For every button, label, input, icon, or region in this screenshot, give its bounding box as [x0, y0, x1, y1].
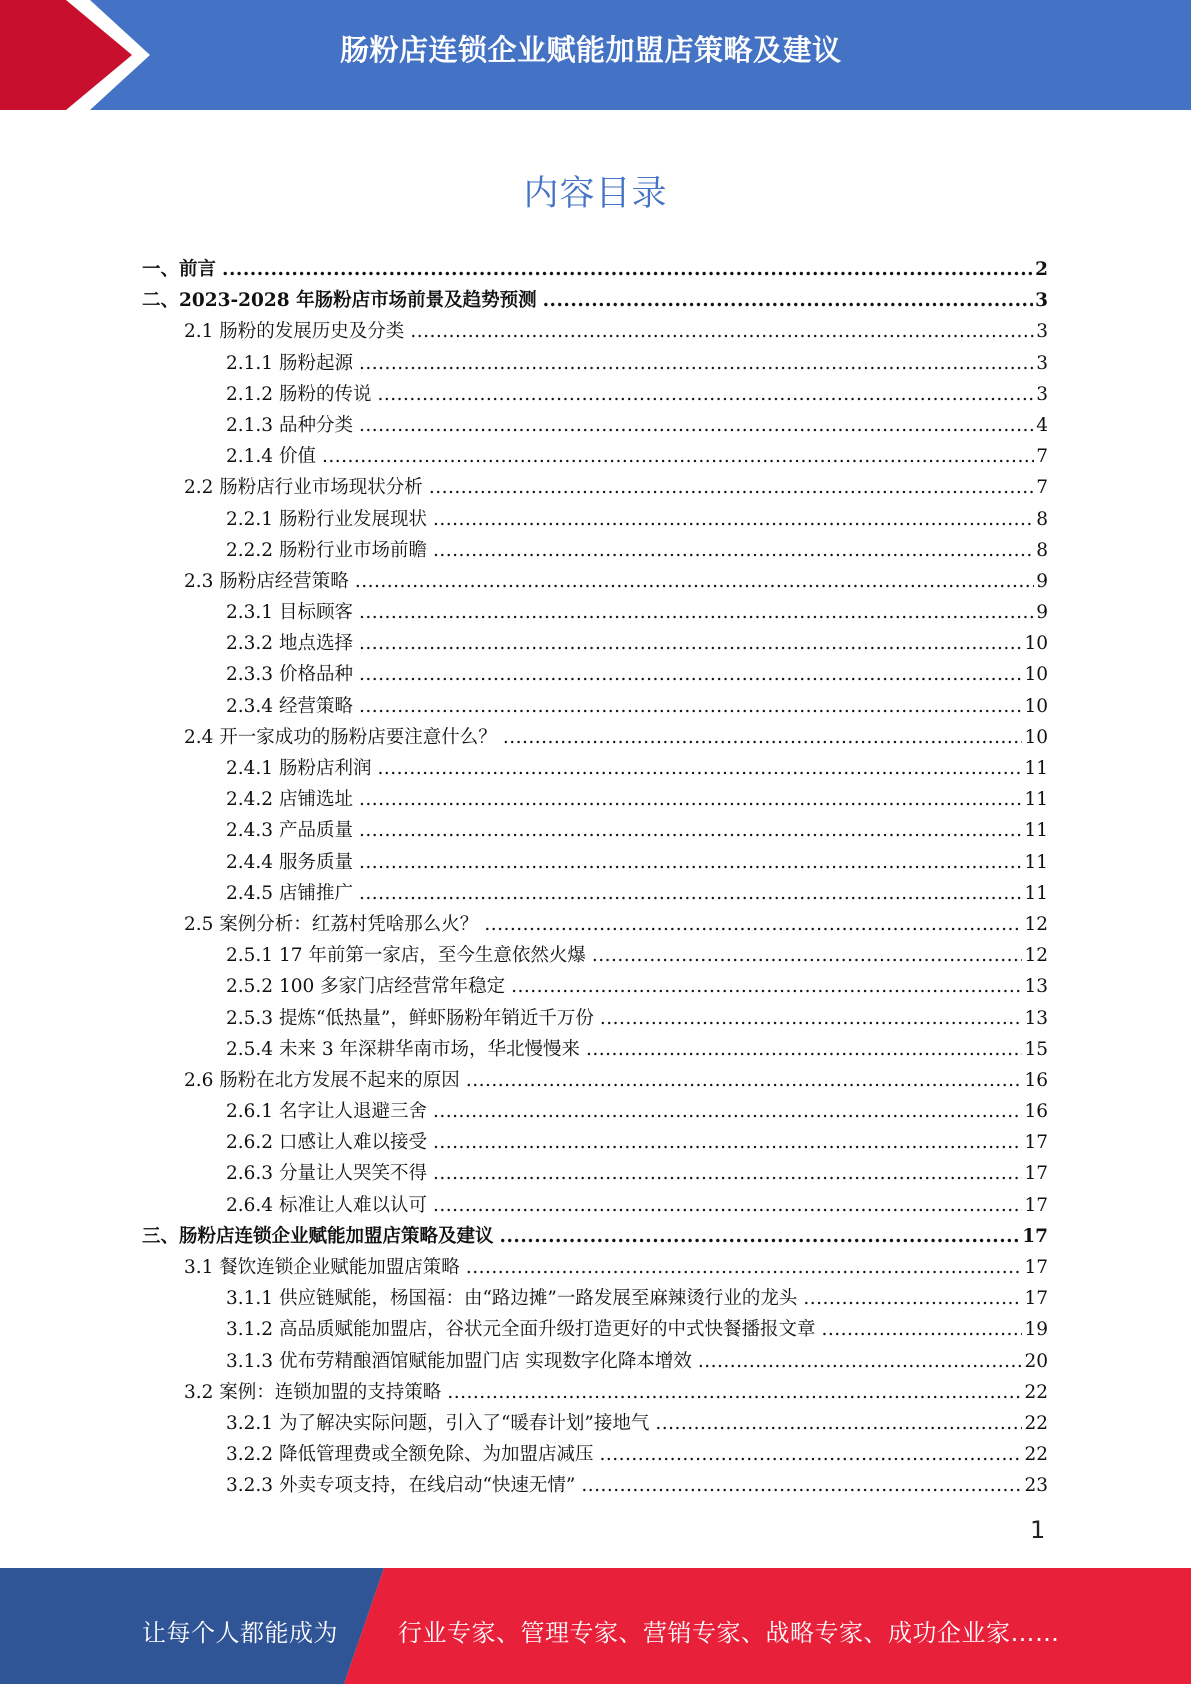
toc-entry[interactable] — [142, 1158, 1048, 1189]
toc-entry[interactable] — [142, 909, 1048, 940]
toc-entry[interactable] — [142, 1096, 1048, 1127]
toc-entry-label: 3.1 餐饮连锁企业赋能加盟店策略 — [184, 1257, 460, 1278]
toc-entry-label: 3.2.1 为了解决实际问题，引入了“暖春计划”接地气 — [226, 1412, 650, 1434]
toc-entry-page: 22 — [1024, 1444, 1048, 1466]
toc-entry-page: 11 — [1024, 820, 1048, 842]
toc-entry[interactable] — [142, 1252, 1048, 1283]
toc-entry[interactable] — [142, 472, 1048, 503]
toc-entry[interactable] — [142, 441, 1048, 472]
toc-dot-leader — [222, 254, 1033, 285]
toc-entry-label: 2.5 案例分析：红荔村凭啥那么火？ — [184, 913, 479, 935]
toc-dot-leader — [500, 1221, 1021, 1252]
header-title: 肠粉店连锁企业赋能加盟店策略及建议 — [340, 33, 842, 67]
toc-dot-leader — [433, 535, 1034, 566]
toc-entry-page: 2 — [1035, 259, 1048, 280]
toc-dot-leader — [355, 566, 1034, 597]
toc-dot-leader — [410, 316, 1034, 347]
toc-entry[interactable] — [142, 597, 1048, 628]
toc-entry-page: 7 — [1036, 477, 1048, 499]
toc-entry-page: 11 — [1024, 882, 1048, 904]
toc-entry-page: 10 — [1024, 726, 1048, 748]
toc-entry-label: 3.1.3 优布劳精酿酒馆赋能加盟门店 实现数字化降本增效 — [226, 1350, 692, 1372]
toc-entry-page: 4 — [1036, 414, 1048, 436]
toc-entry-page: 3 — [1036, 352, 1048, 374]
toc-entry-page: 9 — [1036, 570, 1048, 592]
toc-entry-label: 2.3 肠粉店经营策略 — [184, 570, 349, 592]
toc-dot-leader — [599, 1439, 1022, 1470]
toc-entry[interactable] — [142, 410, 1048, 441]
toc-entry-label: 2.4.1 肠粉店利润 — [226, 758, 372, 779]
toc-entry[interactable] — [142, 1127, 1048, 1158]
toc-entry-label: 3.1.1 供应链赋能，杨国福：由“路边摊”一路发展至麻辣烫行业的龙头 — [226, 1288, 798, 1310]
toc-dot-leader — [466, 1252, 1023, 1283]
toc-dot-leader — [377, 379, 1034, 410]
toc-entry-page: 10 — [1024, 664, 1048, 686]
toc-entry-label: 2.2 肠粉店行业市场现状分析 — [184, 477, 423, 499]
toc-entry[interactable] — [142, 753, 1048, 784]
toc-entry[interactable] — [142, 1065, 1048, 1096]
toc-entry-label: 3.2.2 降低管理费或全额免除、为加盟店减压 — [226, 1444, 594, 1466]
toc-dot-leader — [433, 1190, 1022, 1221]
toc-dot-leader — [359, 878, 1023, 909]
toc-dot-leader — [433, 1096, 1022, 1127]
toc-entry-page: 3 — [1035, 290, 1048, 312]
toc-entry-label: 2.1 肠粉的发展历史及分类 — [184, 321, 405, 343]
page-number: 1 — [1030, 1516, 1046, 1544]
header-red-chevron — [0, 0, 132, 110]
toc-entry-page: 15 — [1024, 1038, 1048, 1060]
toc-entry[interactable] — [142, 1346, 1048, 1377]
toc-entry-page: 17 — [1024, 1194, 1048, 1216]
toc-entry[interactable] — [142, 1221, 1048, 1252]
toc-entry-page: 9 — [1036, 602, 1048, 624]
toc-dot-leader — [586, 1034, 1022, 1065]
toc-entry-page: 13 — [1024, 976, 1048, 998]
toc-dot-leader — [698, 1346, 1023, 1377]
toc-dot-leader — [433, 1158, 1022, 1189]
toc-entry-page: 12 — [1024, 945, 1048, 967]
toc-entry-label: 2.1.1 肠粉起源 — [226, 352, 353, 374]
toc-entry[interactable] — [142, 1034, 1048, 1065]
toc-entry-page: 16 — [1024, 1101, 1048, 1123]
toc-dot-leader — [655, 1408, 1022, 1439]
toc-entry-label: 2.6.4 标准让人难以认可 — [226, 1194, 427, 1216]
toc-dot-leader — [359, 628, 1023, 659]
toc-entry-page: 17 — [1024, 1132, 1048, 1154]
table-of-contents — [142, 254, 1048, 1502]
toc-dot-leader — [581, 1470, 1022, 1501]
toc-entry[interactable] — [142, 1283, 1048, 1314]
toc-entry-label: 2.5.2 100 多家门店经营常年稳定 — [226, 976, 506, 998]
toc-entry[interactable] — [142, 722, 1048, 753]
toc-dot-leader — [359, 597, 1034, 628]
toc-entry[interactable] — [142, 1377, 1048, 1408]
toc-entry-page: 17 — [1024, 1288, 1048, 1310]
toc-entry[interactable] — [142, 847, 1048, 878]
toc-entry[interactable] — [142, 1003, 1048, 1034]
toc-entry-label: 3.1.2 高品质赋能加盟店，谷状元全面升级打造更好的中式快餐播报文章 — [226, 1319, 816, 1341]
toc-entry-label: 3.2 案例：连锁加盟的支持策略 — [184, 1381, 442, 1403]
toc-heading: 内容目录 — [523, 174, 668, 214]
toc-entry-label: 2.6 肠粉在北方发展不起来的原因 — [184, 1069, 460, 1091]
toc-entry-page: 17 — [1022, 1225, 1048, 1247]
toc-entry[interactable] — [142, 1439, 1048, 1470]
toc-dot-leader — [511, 971, 1022, 1002]
toc-entry-page: 10 — [1024, 633, 1048, 655]
toc-entry-label: 2.1.2 肠粉的传说 — [226, 383, 372, 405]
toc-entry-label: 2.5.3 提炼“低热量”，鲜虾肠粉年销近千万份 — [226, 1007, 594, 1029]
toc-entry[interactable] — [142, 784, 1048, 815]
toc-entry-label: 三、肠粉店连锁企业赋能加盟店策略及建议 — [142, 1225, 494, 1247]
toc-entry-label: 2.4.2 店铺选址 — [226, 789, 353, 811]
toc-entry-label: 2.5.1 17 年前第一家店，至今生意依然火爆 — [226, 945, 586, 967]
toc-entry-label: 2.3.4 经营策略 — [226, 695, 353, 717]
toc-dot-leader — [484, 909, 1022, 940]
toc-entry-label: 3.2.3 外卖专项支持，在线启动“快速无情” — [226, 1475, 576, 1497]
toc-dot-leader — [359, 410, 1034, 441]
toc-entry-label: 2.1.3 品种分类 — [226, 414, 353, 436]
toc-entry-page: 13 — [1024, 1007, 1048, 1029]
toc-dot-leader — [600, 1003, 1023, 1034]
toc-entry[interactable] — [142, 1190, 1048, 1221]
toc-entry-page: 8 — [1036, 508, 1048, 530]
toc-dot-leader — [543, 285, 1034, 316]
toc-entry-page: 17 — [1024, 1163, 1048, 1185]
toc-dot-leader — [359, 815, 1023, 846]
toc-entry[interactable] — [142, 504, 1048, 535]
toc-entry-page: 10 — [1024, 695, 1048, 717]
toc-entry-label: 2.5.4 未来 3 年深耕华南市场，华北慢慢来 — [226, 1038, 580, 1060]
toc-dot-leader — [433, 504, 1034, 535]
toc-entry[interactable] — [142, 379, 1048, 410]
toc-entry-label: 2.3.3 价格品种 — [226, 664, 353, 686]
header-arrow-decoration — [0, 0, 150, 110]
toc-dot-leader — [466, 1065, 1023, 1096]
toc-entry-page: 11 — [1024, 758, 1048, 779]
toc-entry-label: 2.6.2 口感让人难以接受 — [226, 1132, 427, 1154]
toc-entry[interactable] — [142, 659, 1048, 690]
toc-entry[interactable] — [142, 535, 1048, 566]
toc-dot-leader — [429, 472, 1034, 503]
toc-entry-label: 2.3.1 目标顾客 — [226, 602, 353, 624]
toc-dot-leader — [359, 784, 1023, 815]
toc-entry[interactable] — [142, 940, 1048, 971]
toc-dot-leader — [359, 348, 1034, 379]
toc-entry-label: 二、2023-2028 年肠粉店市场前景及趋势预测 — [142, 290, 537, 312]
toc-dot-leader — [592, 940, 1023, 971]
toc-entry[interactable] — [142, 1408, 1048, 1439]
toc-entry[interactable] — [142, 1470, 1048, 1501]
toc-entry-page: 8 — [1036, 539, 1048, 561]
toc-entry-page: 7 — [1036, 446, 1048, 468]
toc-entry-page: 3 — [1036, 383, 1048, 405]
toc-entry[interactable] — [142, 691, 1048, 722]
toc-entry[interactable] — [142, 971, 1048, 1002]
toc-entry-label: 2.6.1 名字让人退避三舍 — [226, 1101, 427, 1123]
toc-dot-leader — [377, 753, 1022, 784]
toc-entry-label: 2.3.2 地点选择 — [226, 633, 353, 655]
toc-dot-leader — [359, 691, 1023, 722]
toc-entry-page: 22 — [1024, 1412, 1048, 1434]
toc-entry-page: 12 — [1024, 913, 1048, 935]
toc-entry[interactable] — [142, 316, 1048, 347]
toc-entry[interactable] — [142, 254, 1048, 285]
toc-entry[interactable] — [142, 1314, 1048, 1345]
toc-entry-label: 2.6.3 分量让人哭笑不得 — [226, 1163, 427, 1185]
toc-dot-leader — [447, 1377, 1022, 1408]
toc-entry-label: 2.4.5 店铺推广 — [226, 882, 353, 904]
toc-entry-label: 2.2.2 肠粉行业市场前瞻 — [226, 539, 427, 561]
toc-entry-page: 17 — [1024, 1257, 1048, 1278]
toc-dot-leader — [821, 1314, 1022, 1345]
toc-entry-page: 11 — [1024, 851, 1048, 873]
toc-entry[interactable] — [142, 285, 1048, 316]
toc-entry[interactable] — [142, 348, 1048, 379]
toc-dot-leader — [359, 847, 1023, 878]
toc-entry-page: 19 — [1024, 1319, 1048, 1341]
toc-entry-page: 23 — [1024, 1475, 1048, 1497]
toc-entry-page: 20 — [1024, 1350, 1048, 1372]
footer-slogan-left: 让每个人都能成为 — [142, 1619, 338, 1647]
toc-dot-leader — [322, 441, 1034, 472]
toc-entry-label: 2.4.4 服务质量 — [226, 851, 353, 873]
toc-entry[interactable] — [142, 878, 1048, 909]
toc-dot-leader — [503, 722, 1023, 753]
toc-entry-page: 3 — [1036, 321, 1048, 343]
toc-entry-label: 2.4.3 产品质量 — [226, 820, 353, 842]
toc-dot-leader — [433, 1127, 1022, 1158]
toc-entry-page: 11 — [1024, 789, 1048, 811]
toc-entry-page: 22 — [1024, 1381, 1048, 1403]
toc-entry-label: 2.2.1 肠粉行业发展现状 — [226, 508, 427, 530]
footer-slogan-right: 行业专家、管理专家、营销专家、战略专家、成功企业家…… — [398, 1619, 1060, 1647]
toc-dot-leader — [359, 659, 1023, 690]
toc-entry-label: 2.1.4 价值 — [226, 446, 316, 468]
toc-entry[interactable] — [142, 815, 1048, 846]
toc-entry[interactable] — [142, 628, 1048, 659]
toc-dot-leader — [803, 1283, 1022, 1314]
toc-entry-label: 一、前言 — [142, 259, 217, 280]
toc-entry-label: 2.4 开一家成功的肠粉店要注意什么？ — [184, 726, 497, 748]
toc-entry[interactable] — [142, 566, 1048, 597]
toc-entry-page: 16 — [1024, 1069, 1048, 1091]
